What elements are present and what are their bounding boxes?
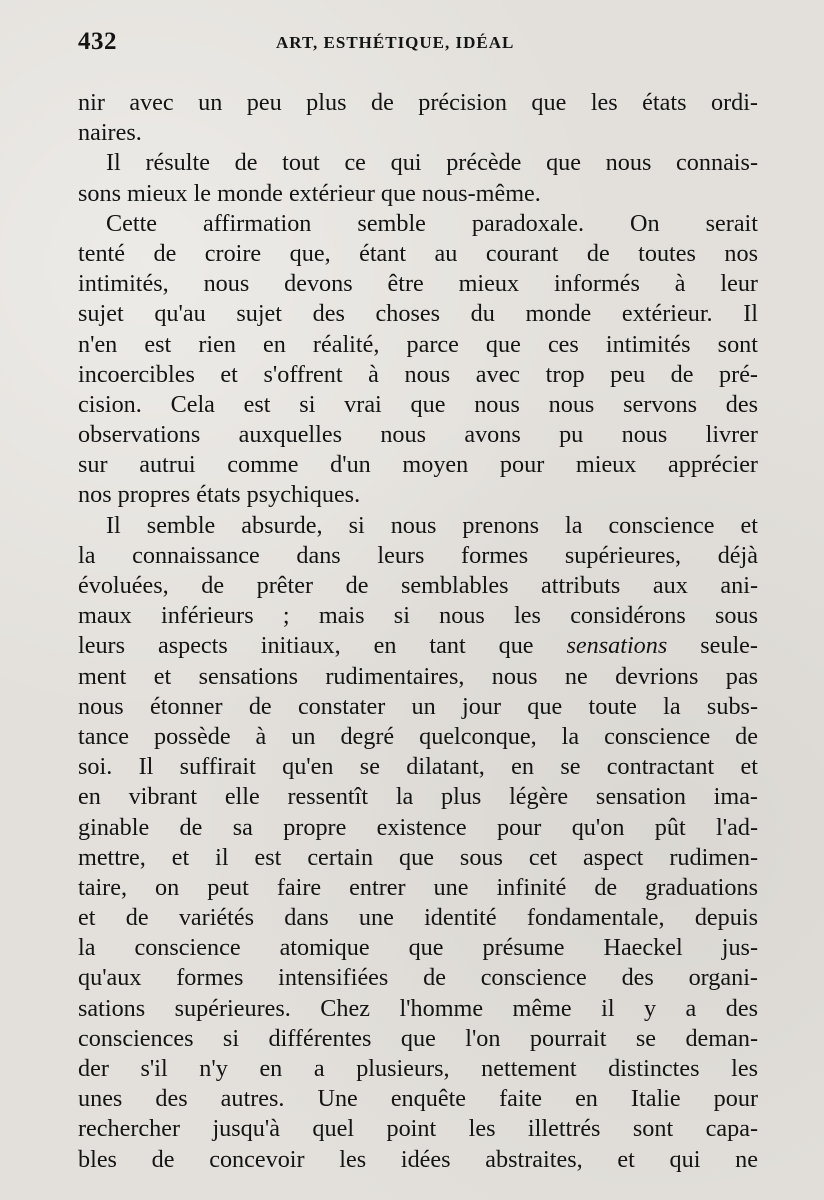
- text-line: [78, 994, 758, 1024]
- text-segment: sons mieux le monde extérieur que nous-même.: [78, 179, 541, 207]
- text-line: [78, 330, 758, 360]
- text-segment: leurs aspects initiaux, en tant que: [78, 632, 567, 660]
- text-segment: naires.: [78, 119, 142, 147]
- text-segment: Il résulte de tout ce qui précède que nous connais-: [106, 149, 758, 177]
- text-line: [78, 118, 758, 148]
- text-segment: évoluées, de prêter de semblables attributs aux ani-: [78, 572, 758, 599]
- italic-word: sensations: [566, 632, 668, 660]
- text-line: [78, 148, 758, 178]
- text-line: [78, 450, 758, 480]
- text-line: [78, 541, 758, 571]
- text-line: [78, 963, 758, 993]
- text-segment: la conscience atomique que présume Haeckel jus-: [78, 934, 758, 962]
- text-line: [78, 903, 758, 933]
- text-line: [78, 813, 758, 843]
- text-line: [78, 209, 758, 239]
- text-segment: soi. Il suffirait qu'en se dilatant, en se contractant et: [78, 753, 758, 781]
- text-line: [78, 692, 758, 722]
- text-segment: qu'aux formes intensifiées de conscience des organi-: [78, 964, 758, 992]
- text-segment: consciences si différentes que l'on pourrait se deman-: [78, 1024, 758, 1052]
- text-segment: sur autrui comme d'un moyen pour mieux apprécier: [78, 451, 758, 479]
- text-segment: bles de concevoir les idées abstraites, et qui ne: [78, 1145, 758, 1173]
- text-segment: nos propres états psychiques.: [78, 481, 361, 509]
- text-line: [78, 420, 758, 450]
- text-segment: seule-: [667, 632, 758, 660]
- page-header: [78, 26, 758, 60]
- text-segment: taire, on peut faire entrer une infinité de graduations: [78, 873, 758, 901]
- text-line: [78, 662, 758, 692]
- text-line: [78, 239, 758, 269]
- text-line: [78, 631, 758, 661]
- text-line: [78, 873, 758, 903]
- text-segment: cision. Cela est si vrai que nous nous servons des: [78, 390, 758, 418]
- text-segment: der s'il n'y en a plusieurs, nettement distinctes les: [78, 1055, 758, 1082]
- text-segment: tenté de croire que, étant au courant de toutes nos: [78, 239, 758, 267]
- text-line: [78, 1114, 758, 1144]
- text-segment: intimités, nous devons être mieux informés à leur: [78, 270, 758, 298]
- text-segment: en vibrant elle ressentît la plus légère sensation ima-: [78, 783, 758, 811]
- text-line: [78, 933, 758, 963]
- text-segment: la connaissance dans leurs formes supérieures, déjà: [78, 541, 758, 569]
- body-text: [78, 88, 758, 1175]
- text-segment: sations supérieures. Chez l'homme même il y a des: [78, 994, 758, 1022]
- text-segment: maux inférieurs ; mais si nous les considérons sous: [78, 602, 758, 630]
- text-line: [78, 480, 758, 510]
- text-segment: Il semble absurde, si nous prenons la conscience et: [106, 511, 758, 539]
- running-head: ART, ESTHÉTIQUE, IDÉAL: [276, 33, 515, 52]
- text-line: [78, 601, 758, 631]
- text-line: [78, 1145, 758, 1175]
- text-line: [78, 390, 758, 420]
- text-line: [78, 752, 758, 782]
- text-segment: observations auxquelles nous avons pu nous livrer: [78, 421, 758, 449]
- text-line: [78, 88, 758, 118]
- text-segment: sujet qu'au sujet des choses du monde extérieur. Il: [78, 300, 758, 328]
- text-line: [78, 269, 758, 299]
- text-segment: ment et sensations rudimentaires, nous ne devrions pas: [78, 662, 758, 690]
- text-segment: rechercher jusqu'à quel point les illettrés sont capa-: [78, 1115, 758, 1143]
- text-line: [78, 782, 758, 812]
- text-line: [78, 299, 758, 329]
- text-segment: tance possède à un degré quelconque, la conscience de: [78, 722, 758, 750]
- text-segment: n'en est rien en réalité, parce que ces intimités sont: [78, 330, 758, 358]
- text-segment: ginable de sa propre existence pour qu'on pût l'ad-: [78, 813, 758, 841]
- text-line: [78, 360, 758, 390]
- text-line: [78, 179, 758, 209]
- text-segment: mettre, et il est certain que sous cet aspect rudimen-: [78, 843, 758, 871]
- text-line: [78, 511, 758, 541]
- text-line: [78, 843, 758, 873]
- page-number: 432: [78, 28, 117, 55]
- text-line: [78, 571, 758, 601]
- text-segment: nous étonner de constater un jour que toute la subs-: [78, 692, 758, 720]
- text-line: [78, 1024, 758, 1054]
- text-line: [78, 1054, 758, 1084]
- text-line: [78, 1084, 758, 1114]
- text-segment: et de variétés dans une identité fondamentale, depuis: [78, 904, 758, 932]
- text-segment: unes des autres. Une enquête faite en Italie pour: [78, 1085, 758, 1113]
- text-segment: Cette affirmation semble paradoxale. On serait: [106, 209, 758, 237]
- text-segment: incoercibles et s'offrent à nous avec trop peu de pré-: [78, 360, 758, 388]
- text-line: [78, 722, 758, 752]
- text-segment: nir avec un peu plus de précision que les états ordi-: [78, 89, 758, 116]
